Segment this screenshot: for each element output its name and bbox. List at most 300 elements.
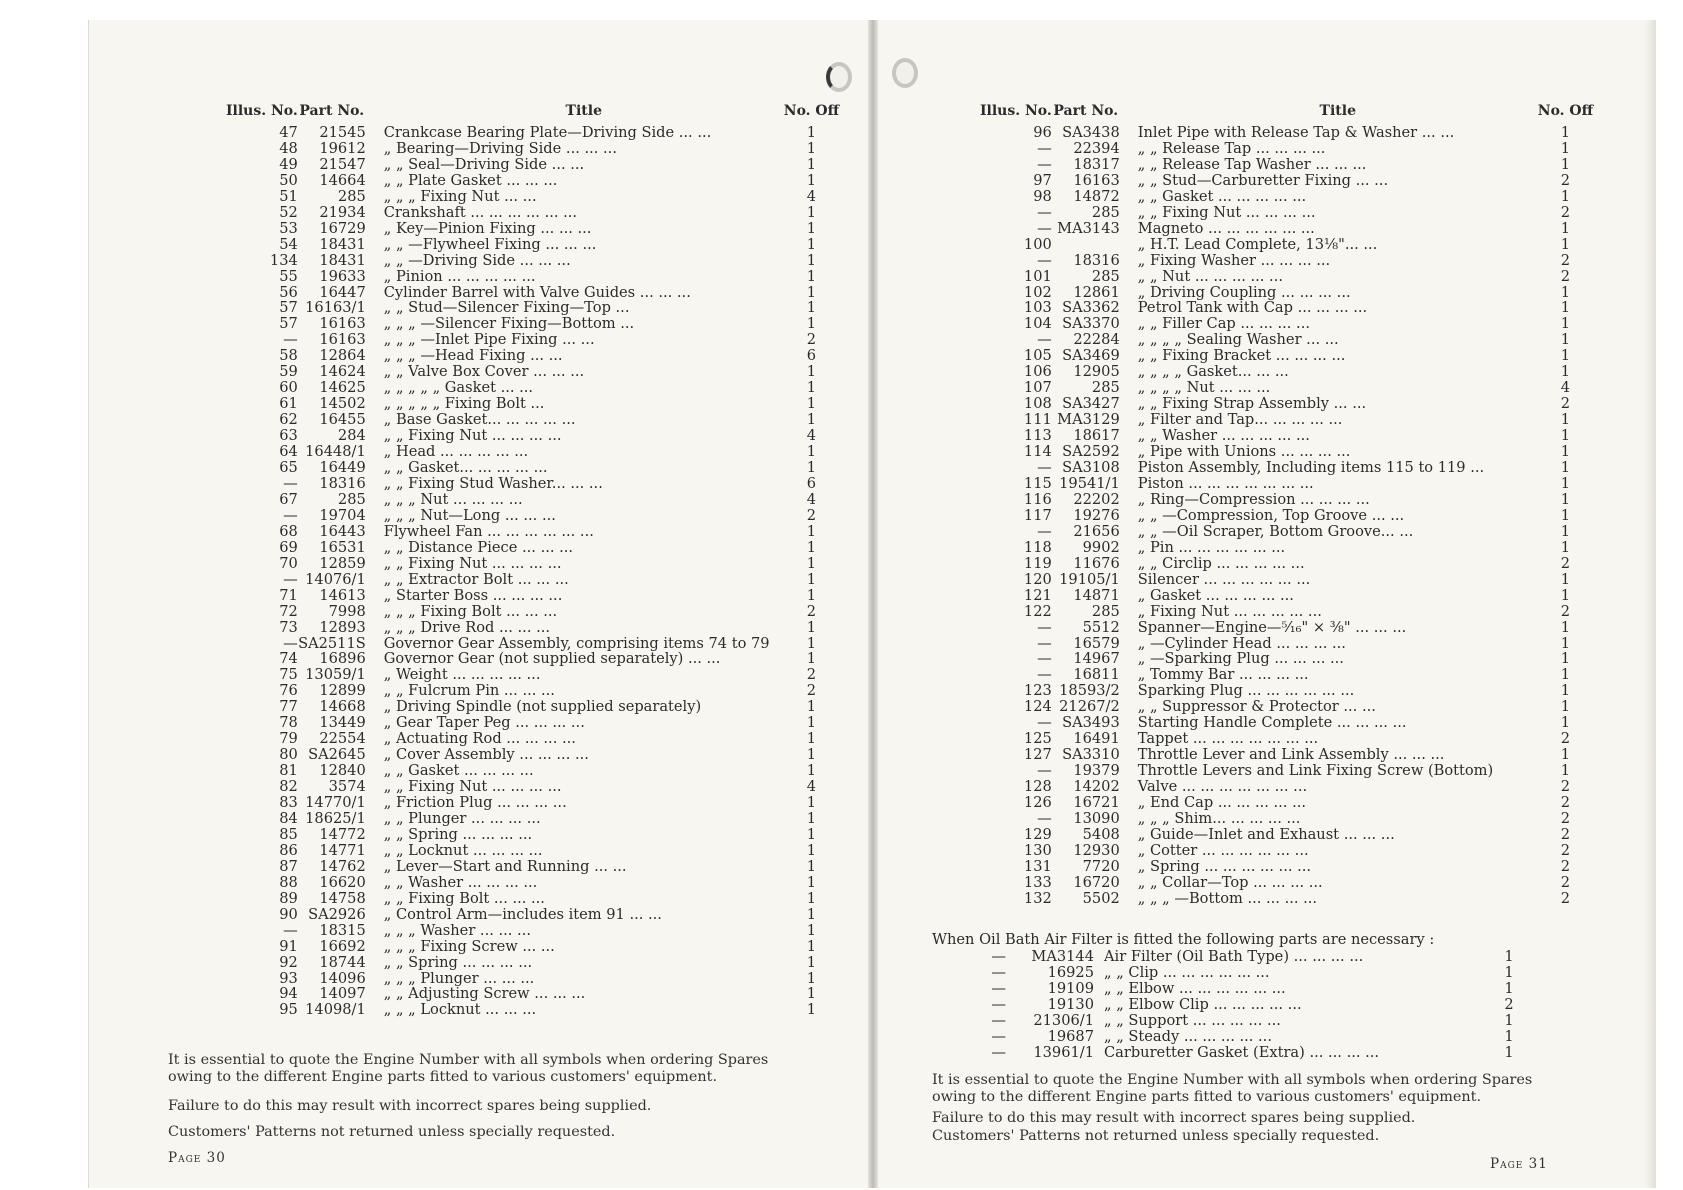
title-cell: „ „ —Flywheel Fixing ... ... ... xyxy=(383,235,597,253)
title-cell: „ „ Elbow Clip ... ... ... ... ... xyxy=(1104,995,1302,1013)
title-cell: „ Gear Taper Peg ... ... ... ... xyxy=(383,714,585,732)
illus-no-cell: 89 xyxy=(279,889,298,907)
part-no-cell: 13961/1 xyxy=(1033,1043,1094,1061)
table-row xyxy=(226,955,839,971)
no-off-cell: 1 xyxy=(1560,187,1571,205)
illus-no-cell: 47 xyxy=(279,124,298,141)
illus-no-cell: 72 xyxy=(279,602,298,620)
part-no-cell: 284 xyxy=(337,427,366,445)
title-cell: „ „ Washer ... ... ... ... ... xyxy=(1137,427,1310,445)
no-off-cell: 2 xyxy=(1560,873,1571,891)
table-row xyxy=(980,572,1593,588)
table-row xyxy=(226,971,839,987)
no-off-cell: 1 xyxy=(806,889,817,907)
no-off-cell: 6 xyxy=(806,347,817,365)
illus-no-cell: 73 xyxy=(279,618,298,636)
title-cell: „ Pinion ... ... ... ... ... xyxy=(383,267,536,285)
table-row xyxy=(980,556,1593,572)
no-off-cell: 1 xyxy=(806,315,817,333)
page-number-right: Page 31 xyxy=(1490,1156,1548,1172)
no-off-cell: 6 xyxy=(806,474,817,492)
title-cell: „ „ Collar—Top ... ... ... ... xyxy=(1137,873,1323,891)
no-off-cell: 1 xyxy=(806,124,817,141)
title-cell: „ „ Plate Gasket ... ... ... xyxy=(383,171,558,189)
part-no-cell: 13449 xyxy=(319,714,366,732)
no-off-cell: 2 xyxy=(806,666,817,684)
part-no-cell: 16692 xyxy=(319,937,366,955)
title-cell: „ „ „ Fixing Bolt ... ... ... xyxy=(383,602,558,620)
table-row xyxy=(226,253,839,269)
table-row xyxy=(226,221,839,237)
no-off-cell: 2 xyxy=(806,602,817,620)
title-cell: Flywheel Fan ... ... ... ... ... ... xyxy=(383,522,594,540)
part-no-cell: 19379 xyxy=(1073,762,1120,780)
no-off-cell: 1 xyxy=(1560,139,1571,157)
part-no-cell: SA3108 xyxy=(1062,459,1120,477)
part-no-cell: 11676 xyxy=(1073,554,1120,572)
illus-no-cell: — xyxy=(991,1027,1006,1045)
illus-no-cell: — xyxy=(1037,666,1052,684)
table-row xyxy=(980,285,1593,301)
table-row xyxy=(226,715,839,731)
note-failure: Failure to do this may result with incorrect spares being supplied. xyxy=(932,1110,1416,1126)
illus-no-cell: 65 xyxy=(279,459,298,477)
title-cell: „ „ „ Drive Rod ... ... ... xyxy=(383,618,551,636)
illus-no-cell: 111 xyxy=(1023,411,1052,429)
title-cell: Crankcase Bearing Plate—Driving Side ... ... xyxy=(383,124,712,141)
table-row xyxy=(980,300,1593,316)
table-row xyxy=(226,811,839,827)
table-row xyxy=(226,300,839,316)
no-off-cell: 1 xyxy=(806,299,817,317)
title-cell: „ Weight ... ... ... ... ... xyxy=(383,666,541,684)
table-row xyxy=(226,524,839,540)
part-no-cell: 12893 xyxy=(319,618,366,636)
title-cell: Petrol Tank with Cap ... ... ... ... xyxy=(1137,299,1368,317)
part-no-cell: 21306/1 xyxy=(1033,1011,1094,1029)
no-off-cell: 1 xyxy=(806,650,817,668)
illus-no-cell: — xyxy=(1037,714,1052,732)
illus-no-cell: 98 xyxy=(1033,187,1052,205)
table-row xyxy=(226,667,839,683)
no-off-cell: 2 xyxy=(1560,857,1571,875)
no-off-cell: 2 xyxy=(1504,995,1514,1013)
illus-no-cell: — xyxy=(283,921,298,939)
part-no-cell: 16720 xyxy=(1073,873,1120,891)
no-off-cell: 2 xyxy=(1560,794,1571,812)
no-off-cell: 2 xyxy=(1560,602,1571,620)
part-no-cell: SA2926 xyxy=(308,905,366,923)
part-no-cell: 285 xyxy=(1091,203,1120,221)
title-cell: „ „ „ Plunger ... ... ... xyxy=(383,969,535,987)
illus-no-cell: 115 xyxy=(1023,474,1052,492)
table-row xyxy=(980,540,1593,556)
part-no-cell: 16163/1 xyxy=(305,299,366,317)
title-cell: Air Filter (Oil Bath Type) ... ... ... ... xyxy=(1104,948,1364,965)
no-off-cell: 1 xyxy=(1560,650,1571,668)
no-off-cell: 2 xyxy=(1560,809,1571,827)
title-cell: „ „ Fixing Stud Washer... ... ... xyxy=(383,474,603,492)
no-off-cell: 1 xyxy=(1560,459,1571,477)
part-no-cell: 16455 xyxy=(319,411,366,429)
part-no-cell: 12859 xyxy=(319,554,366,572)
part-no-cell: 16620 xyxy=(319,873,366,891)
title-cell: „ Actuating Rod ... ... ... ... xyxy=(383,730,576,748)
part-no-cell: 285 xyxy=(337,490,366,508)
part-no-cell: 18617 xyxy=(1073,427,1120,445)
part-no-cell: 5512 xyxy=(1082,618,1120,636)
illus-no-cell: — xyxy=(1037,203,1052,221)
title-cell: „ „ Distance Piece ... ... ... xyxy=(383,538,574,556)
illus-no-cell: 132 xyxy=(1023,889,1052,907)
title-cell: Governor Gear Assembly, comprising items 74 to 79 xyxy=(383,634,770,652)
title-cell: „ „ „ Fixing Screw ... ... xyxy=(383,937,555,955)
header-part-no: Part No. xyxy=(299,103,365,119)
no-off-cell: 4 xyxy=(806,187,817,205)
note-engine-number: It is essential to quote the Engine Number with all symbols when ordering Spares owing to the different Engine parts fitted to various customers' equipment. xyxy=(932,1072,1533,1105)
part-no-cell: 16531 xyxy=(319,538,366,556)
table-row xyxy=(226,731,839,747)
table-row xyxy=(980,715,1593,731)
note-failure: Failure to do this may result with incorrect spares being supplied. xyxy=(168,1098,652,1114)
illus-no-cell: 92 xyxy=(279,953,298,971)
air-filter-intro: When Oil Bath Air Filter is fitted the following parts are necessary : xyxy=(932,931,1435,948)
part-no-cell: 19704 xyxy=(319,506,366,524)
illus-no-cell: 96 xyxy=(1033,124,1052,141)
part-no-cell: 9902 xyxy=(1082,538,1120,556)
title-cell: Piston ... ... ... ... ... ... ... xyxy=(1137,474,1314,492)
no-off-cell: 1 xyxy=(806,554,817,572)
table-row xyxy=(226,173,839,189)
illus-no-cell: 54 xyxy=(279,235,298,253)
illus-no-cell: 76 xyxy=(279,682,298,700)
part-no-cell: 14096 xyxy=(319,969,366,987)
page-number-left: Page 30 xyxy=(168,1150,226,1166)
table-row xyxy=(980,763,1593,779)
no-off-cell: 1 xyxy=(806,969,817,987)
background xyxy=(0,0,88,1190)
table-row xyxy=(226,604,839,620)
part-no-cell: 18317 xyxy=(1073,155,1120,173)
title-cell: Tappet ... ... ... ... ... ... ... xyxy=(1137,730,1319,748)
illus-no-cell: 95 xyxy=(279,1001,298,1019)
table-row xyxy=(980,508,1593,524)
no-off-cell: 1 xyxy=(806,363,817,381)
no-off-cell: 1 xyxy=(806,762,817,780)
part-no-cell: 21547 xyxy=(319,155,366,173)
illus-no-cell: 52 xyxy=(279,203,298,221)
title-cell: „ „ Fixing Nut ... ... ... ... xyxy=(383,778,562,796)
part-no-cell: 14613 xyxy=(319,586,366,604)
illus-no-cell: 48 xyxy=(279,139,298,157)
no-off-cell: 1 xyxy=(1560,474,1571,492)
no-off-cell: 1 xyxy=(1560,714,1571,732)
table-row xyxy=(226,269,839,285)
title-cell: „ Filter and Tap... ... ... ... ... xyxy=(1137,411,1343,429)
title-cell: „ Guide—Inlet and Exhaust ... ... ... xyxy=(1137,825,1395,843)
illus-no-cell: — xyxy=(1037,331,1052,349)
table-row xyxy=(226,396,839,412)
illus-no-cell: — xyxy=(1037,650,1052,668)
part-no-cell: SA3438 xyxy=(1062,124,1120,141)
no-off-cell: 1 xyxy=(1560,522,1571,540)
no-off-cell: 1 xyxy=(806,570,817,588)
illus-no-cell: 102 xyxy=(1023,283,1052,301)
title-cell: „ Ring—Compression ... ... ... ... xyxy=(1137,490,1370,508)
illus-no-cell: 57 xyxy=(279,315,298,333)
part-no-cell: SA3370 xyxy=(1062,315,1120,333)
no-off-cell: 1 xyxy=(806,825,817,843)
illus-no-cell: — xyxy=(991,1043,1006,1061)
table-row xyxy=(226,205,839,221)
binding-hole-icon xyxy=(826,62,852,92)
title-cell: „ „ Fixing Bolt ... ... ... xyxy=(383,889,545,907)
title-cell: „ Base Gasket... ... ... ... ... xyxy=(383,411,576,429)
illus-no-cell: 71 xyxy=(279,586,298,604)
title-cell: „ Control Arm—includes item 91 ... ... xyxy=(383,905,662,923)
part-no-cell: 14624 xyxy=(319,363,366,381)
illus-no-cell: 70 xyxy=(279,554,298,572)
illus-no-cell: — xyxy=(991,979,1006,997)
table-row xyxy=(980,620,1593,636)
illus-no-cell: — xyxy=(283,634,298,652)
title-cell: „ „ „ „ Gasket... ... ... xyxy=(1137,363,1289,381)
illus-no-cell: — xyxy=(283,474,298,492)
illus-no-cell: 94 xyxy=(279,985,298,1003)
illus-no-cell: 68 xyxy=(279,522,298,540)
title-cell: „ Key—Pinion Fixing ... ... ... xyxy=(383,219,592,237)
table-row xyxy=(980,827,1593,843)
title-cell: „ „ „ Nut ... ... ... ... xyxy=(383,490,523,508)
illus-no-cell: 53 xyxy=(279,219,298,237)
title-cell: „ Lever—Start and Running ... ... xyxy=(383,857,627,875)
illus-no-cell: 75 xyxy=(279,666,298,684)
part-no-cell: 16811 xyxy=(1073,666,1120,684)
illus-no-cell: 103 xyxy=(1023,299,1052,317)
part-no-cell: 12864 xyxy=(319,347,366,365)
title-cell: „ „ Release Tap Washer ... ... ... xyxy=(1137,155,1367,173)
illus-no-cell: 104 xyxy=(1023,315,1052,333)
no-off-cell: 1 xyxy=(806,522,817,540)
no-off-cell: 1 xyxy=(806,219,817,237)
illus-no-cell: 57 xyxy=(279,299,298,317)
title-cell: „ „ „ „ Sealing Washer ... ... xyxy=(1137,331,1339,349)
part-no-cell: 16163 xyxy=(1073,171,1120,189)
title-cell: „ „ „ —Bottom ... ... ... ... xyxy=(1137,889,1318,907)
illus-no-cell: 69 xyxy=(279,538,298,556)
table-row xyxy=(980,253,1593,269)
title-cell: „ „ Valve Box Cover ... ... ... xyxy=(383,363,585,381)
table-row xyxy=(226,1002,839,1018)
illus-no-cell: — xyxy=(991,995,1006,1013)
no-off-cell: 1 xyxy=(1560,235,1571,253)
table-row xyxy=(980,891,1593,907)
table-row xyxy=(980,683,1593,699)
part-no-cell: 12840 xyxy=(319,762,366,780)
illus-no-cell: 78 xyxy=(279,714,298,732)
part-no-cell: 21545 xyxy=(319,124,366,141)
illus-no-cell: 129 xyxy=(1023,825,1052,843)
no-off-cell: 1 xyxy=(806,379,817,397)
no-off-cell: 4 xyxy=(806,427,817,445)
page-edge xyxy=(1644,20,1656,1188)
part-no-cell: SA3310 xyxy=(1062,746,1120,764)
no-off-cell: 4 xyxy=(1560,379,1571,397)
title-cell: „ Gasket ... ... ... ... ... xyxy=(1137,586,1294,604)
no-off-cell: 1 xyxy=(806,746,817,764)
title-cell: „ Head ... ... ... ... ... xyxy=(383,443,529,461)
table-row xyxy=(980,875,1593,891)
title-cell: „ Driving Spindle (not supplied separately) xyxy=(383,698,702,716)
title-cell: Sparking Plug ... ... ... ... ... ... xyxy=(1137,682,1355,700)
no-off-cell: 1 xyxy=(806,985,817,1003)
illus-no-cell: 50 xyxy=(279,171,298,189)
part-no-cell: 14762 xyxy=(319,857,366,875)
illus-no-cell: 117 xyxy=(1023,506,1052,524)
air-filter-table xyxy=(990,949,1524,1061)
title-cell: Piston Assembly, Including items 115 to 119 ... xyxy=(1137,459,1485,477)
header-title: Title xyxy=(565,103,602,119)
table-row xyxy=(980,348,1593,364)
table-row xyxy=(980,125,1593,141)
part-no-cell: SA3362 xyxy=(1062,299,1120,317)
table-row xyxy=(980,316,1593,332)
no-off-cell: 1 xyxy=(1560,411,1571,429)
table-row xyxy=(226,763,839,779)
title-cell: Starting Handle Complete ... ... ... ... xyxy=(1137,714,1407,732)
left-parts-table xyxy=(226,104,839,1018)
no-off-cell: 1 xyxy=(1560,570,1571,588)
part-no-cell: 14772 xyxy=(319,825,366,843)
part-no-cell: 18431 xyxy=(319,251,366,269)
no-off-cell: 1 xyxy=(1560,618,1571,636)
no-off-cell: 1 xyxy=(806,698,817,716)
no-off-cell: 1 xyxy=(1560,363,1571,381)
no-off-cell: 1 xyxy=(806,794,817,812)
part-no-cell: 16163 xyxy=(319,315,366,333)
no-off-cell: 2 xyxy=(1560,841,1571,859)
table-row xyxy=(980,476,1593,492)
table-row xyxy=(226,380,839,396)
part-no-cell: 14097 xyxy=(319,985,366,1003)
part-no-cell: 12861 xyxy=(1073,283,1120,301)
no-off-cell: 1 xyxy=(1504,963,1514,981)
title-cell: „ „ —Compression, Top Groove ... ... xyxy=(1137,506,1405,524)
part-no-cell: 14668 xyxy=(319,698,366,716)
table-row xyxy=(226,891,839,907)
table-row xyxy=(226,620,839,636)
title-cell: „ Tommy Bar ... ... ... ... xyxy=(1137,666,1309,684)
table-row xyxy=(226,141,839,157)
part-no-cell: 18431 xyxy=(319,235,366,253)
illus-no-cell: 128 xyxy=(1023,778,1052,796)
part-no-cell: 16448/1 xyxy=(305,443,366,461)
title-cell: „ „ Circlip ... ... ... ... ... xyxy=(1137,554,1305,572)
part-no-cell: 21267/2 xyxy=(1059,698,1120,716)
table-row xyxy=(980,412,1593,428)
part-no-cell: 16721 xyxy=(1073,794,1120,812)
no-off-cell: 1 xyxy=(1560,299,1571,317)
part-no-cell xyxy=(1052,237,1138,253)
header-no-off: No. Off xyxy=(1537,103,1594,119)
part-no-cell: 12899 xyxy=(319,682,366,700)
no-off-cell: 4 xyxy=(806,490,817,508)
table-row xyxy=(226,795,839,811)
illus-no-cell: — xyxy=(1037,618,1052,636)
header-no-off: No. Off xyxy=(783,103,840,119)
illus-no-cell: — xyxy=(1037,219,1052,237)
illus-no-cell: 63 xyxy=(279,427,298,445)
part-no-cell: 14625 xyxy=(319,379,366,397)
no-off-cell: 2 xyxy=(1560,395,1571,413)
table-row xyxy=(980,221,1593,237)
title-cell: „ „ Support ... ... ... ... ... xyxy=(1104,1011,1281,1029)
part-no-cell: 13090 xyxy=(1073,809,1120,827)
illus-no-cell: — xyxy=(1037,762,1052,780)
note-engine-number: It is essential to quote the Engine Number with all symbols when ordering Spares owing to the different Engine parts fitted to various customers' equipment. xyxy=(168,1052,769,1085)
title-cell: Governor Gear (not supplied separately) ... ... xyxy=(383,650,721,668)
table-row xyxy=(990,997,1524,1013)
no-off-cell: 1 xyxy=(1560,219,1571,237)
no-off-cell: 1 xyxy=(1560,155,1571,173)
book-gutter xyxy=(868,20,878,1188)
no-off-cell: 1 xyxy=(1504,948,1514,965)
left-parts-rows xyxy=(226,125,839,1018)
illus-no-cell: — xyxy=(991,963,1006,981)
title-cell: „ Bearing—Driving Side ... ... ... xyxy=(383,139,617,157)
part-no-cell: 16163 xyxy=(319,331,366,349)
no-off-cell: 1 xyxy=(1560,124,1571,141)
illus-no-cell: 56 xyxy=(279,283,298,301)
illus-no-cell: 126 xyxy=(1023,794,1052,812)
part-no-cell: 14076/1 xyxy=(305,570,366,588)
table-row xyxy=(226,460,839,476)
no-off-cell: 1 xyxy=(1560,586,1571,604)
no-off-cell: 1 xyxy=(806,155,817,173)
table-row xyxy=(980,237,1593,253)
title-cell: „ —Cylinder Head ... ... ... ... xyxy=(1137,634,1346,652)
table-row xyxy=(980,444,1593,460)
part-no-cell: 18315 xyxy=(319,921,366,939)
title-cell: Crankshaft ... ... ... ... ... ... xyxy=(383,203,578,221)
title-cell: „ „ Suppressor & Protector ... ... xyxy=(1137,698,1376,716)
illus-no-cell: 67 xyxy=(279,490,298,508)
title-cell: „ „ Fixing Bracket ... ... ... ... xyxy=(1137,347,1346,365)
illus-no-cell: 77 xyxy=(279,698,298,716)
title-cell: „ „ „ —Silencer Fixing—Bottom ... xyxy=(383,315,635,333)
title-cell: „ „ „ „ „ Fixing Bolt ... xyxy=(383,395,545,413)
title-cell: „ „ „ Fixing Nut ... ... xyxy=(383,187,537,205)
no-off-cell: 1 xyxy=(806,1001,817,1019)
illus-no-cell: 74 xyxy=(279,650,298,668)
no-off-cell: 2 xyxy=(1560,778,1571,796)
part-no-cell: 285 xyxy=(1091,379,1120,397)
illus-no-cell: — xyxy=(1037,459,1052,477)
no-off-cell: 1 xyxy=(806,459,817,477)
no-off-cell: 1 xyxy=(1560,666,1571,684)
no-off-cell: 1 xyxy=(1504,1043,1514,1061)
illus-no-cell: 101 xyxy=(1023,267,1052,285)
table-row xyxy=(990,949,1524,965)
illus-no-cell: — xyxy=(283,506,298,524)
part-no-cell: 19109 xyxy=(1047,979,1094,997)
part-no-cell: 3574 xyxy=(328,778,366,796)
title-cell: „ End Cap ... ... ... ... ... xyxy=(1137,794,1306,812)
table-row xyxy=(226,412,839,428)
table-row xyxy=(980,189,1593,205)
title-cell: „ „ Fixing Nut ... ... ... ... xyxy=(383,554,562,572)
title-cell: „ Cotter ... ... ... ... ... ... xyxy=(1137,841,1309,859)
